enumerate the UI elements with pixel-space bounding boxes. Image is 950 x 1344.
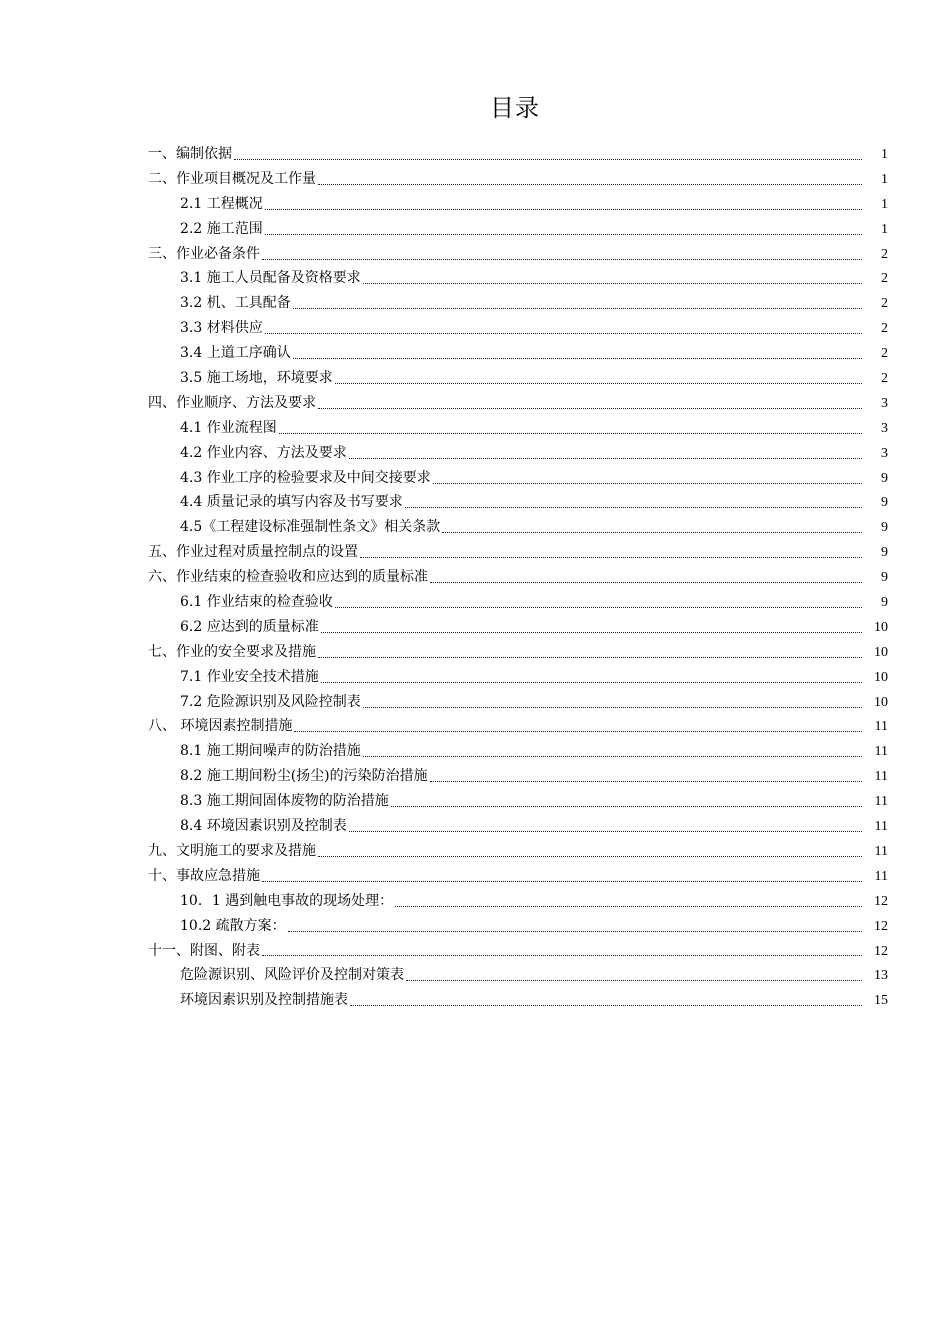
toc-entry-label: 6.1 作业结束的检查验收 [180, 594, 333, 611]
toc-entry[interactable] [148, 490, 888, 515]
toc-entry[interactable] [148, 391, 888, 416]
toc-entry-label: 危险源识别、风险评价及控制对策表 [180, 967, 404, 984]
toc-dot-leader [318, 184, 862, 185]
toc-entry-label: 九、文明施工的要求及措施 [148, 842, 316, 859]
toc-dot-leader [363, 283, 862, 284]
toc-page-number: 11 [874, 769, 888, 785]
toc-page-number: 12 [874, 918, 888, 934]
toc-entry[interactable] [148, 416, 888, 441]
toc-entry-label: 七、作业的安全要求及措施 [148, 643, 316, 660]
toc-dot-leader [265, 333, 862, 334]
toc-entry[interactable] [148, 167, 888, 192]
toc-entry[interactable] [148, 814, 888, 839]
toc-entry[interactable] [148, 988, 888, 1013]
toc-dot-leader [318, 408, 862, 409]
toc-entry-label: 三、作业必备条件 [148, 245, 260, 262]
toc-page-number: 3 [881, 445, 888, 461]
toc-entry-label: 3.4 上道工序确认 [180, 345, 291, 362]
toc-entry[interactable] [148, 714, 888, 739]
toc-entry[interactable] [148, 665, 888, 690]
toc-entry-label: 7.1 作业安全技术措施 [180, 668, 319, 685]
toc-page-number: 1 [881, 221, 888, 237]
toc-dot-leader [360, 557, 862, 558]
toc-dot-leader [294, 731, 862, 732]
toc-entry-label: 10．1 遇到触电事故的现场处理： [180, 892, 394, 909]
toc-dot-leader [335, 383, 862, 384]
toc-page-number: 11 [874, 794, 888, 810]
toc-entry[interactable] [148, 839, 888, 864]
toc-entry[interactable] [148, 266, 888, 291]
toc-page-number: 1 [881, 147, 888, 162]
toc-dot-leader [321, 632, 862, 633]
toc-page-number: 10 [874, 669, 888, 685]
toc-page-number: 11 [874, 843, 888, 859]
toc-entry[interactable] [148, 615, 888, 640]
toc-entry-label: 8.2 施工期间粉尘(扬尘)的污染防治措施 [180, 768, 428, 785]
toc-dot-leader [321, 682, 862, 683]
toc-dot-leader [262, 955, 862, 956]
toc-entry-label: 二、作业项目概况及工作量 [148, 170, 316, 187]
toc-page-number: 9 [881, 520, 888, 536]
toc-entry[interactable] [148, 142, 888, 167]
table-of-contents [148, 142, 888, 1013]
toc-dot-leader [265, 234, 862, 235]
toc-entry[interactable] [148, 565, 888, 590]
toc-page-number: 10 [874, 694, 888, 710]
toc-page-number: 9 [881, 595, 888, 611]
toc-entry-label: 7.2 危险源识别及风险控制表 [180, 693, 361, 710]
toc-page-number: 11 [874, 819, 888, 835]
toc-page-number: 9 [881, 545, 888, 561]
toc-entry-label: 环境因素识别及控制措施表 [180, 992, 348, 1009]
toc-dot-leader [442, 532, 862, 533]
toc-page-number: 10 [874, 644, 888, 660]
toc-dot-leader [350, 1005, 862, 1006]
toc-entry[interactable] [148, 441, 888, 466]
toc-entry-label: 十、事故应急措施 [148, 867, 260, 884]
toc-entry-label: 3.5 施工场地，环境要求 [180, 370, 333, 387]
toc-entry-label: 3.3 材料供应 [180, 320, 263, 337]
toc-page-number: 11 [874, 719, 888, 735]
toc-page-number: 2 [881, 371, 888, 387]
toc-entry[interactable] [148, 690, 888, 715]
toc-page-number: 9 [881, 570, 888, 586]
toc-page-number: 3 [881, 395, 888, 411]
toc-entry[interactable] [148, 739, 888, 764]
toc-entry[interactable] [148, 291, 888, 316]
toc-page-number: 10 [874, 619, 888, 635]
toc-entry-label: 一、编制依据 [148, 146, 232, 162]
toc-page-number: 9 [881, 470, 888, 486]
toc-entry[interactable] [148, 217, 888, 242]
toc-dot-leader [279, 433, 862, 434]
toc-entry[interactable] [148, 192, 888, 217]
toc-entry-label: 4.5《工程建设标准强制性条文》相关条款 [180, 519, 441, 536]
toc-dot-leader [349, 458, 862, 459]
toc-dot-leader [430, 781, 862, 782]
toc-page-number: 2 [881, 271, 888, 287]
toc-entry[interactable] [148, 341, 888, 366]
toc-dot-leader [406, 980, 862, 981]
toc-entry[interactable] [148, 466, 888, 491]
toc-dot-leader [405, 507, 862, 508]
toc-entry-label: 8.4 环境因素识别及控制表 [180, 818, 347, 835]
toc-entry-label: 2.2 施工范围 [180, 220, 263, 237]
toc-entry[interactable] [148, 864, 888, 889]
toc-entry[interactable] [148, 764, 888, 789]
toc-entry[interactable] [148, 939, 888, 964]
toc-entry-label: 10.2 疏散方案： [180, 917, 286, 934]
toc-entry-label: 4.4 质量记录的填写内容及书写要求 [180, 494, 403, 511]
toc-entry[interactable] [148, 316, 888, 341]
toc-dot-leader [433, 483, 862, 484]
toc-entry[interactable] [148, 540, 888, 565]
toc-entry-label: 四、作业顺序、方法及要求 [148, 394, 316, 411]
toc-dot-leader [293, 358, 862, 359]
toc-page-number: 15 [874, 993, 888, 1009]
toc-dot-leader [349, 831, 862, 832]
toc-entry[interactable] [148, 640, 888, 665]
toc-dot-leader [293, 308, 862, 309]
toc-entry-label: 六、作业结束的检查验收和应达到的质量标准 [148, 569, 428, 586]
toc-page-number: 2 [881, 321, 888, 337]
toc-page-number: 13 [874, 968, 888, 984]
toc-page-number: 3 [881, 420, 888, 436]
toc-dot-leader [234, 159, 862, 160]
toc-dot-leader [391, 806, 862, 807]
toc-entry[interactable] [148, 242, 888, 267]
toc-entry[interactable] [148, 789, 888, 814]
toc-dot-leader [430, 582, 862, 583]
toc-page-number: 9 [881, 495, 888, 511]
toc-page-number: 2 [881, 246, 888, 262]
toc-entry-label: 8.1 施工期间噪声的防治措施 [180, 743, 361, 760]
toc-entry-label: 十一、附图、附表 [148, 942, 260, 959]
toc-entry-label: 8.3 施工期间固体废物的防治措施 [180, 793, 389, 810]
toc-page-number: 12 [874, 943, 888, 959]
toc-page-number: 1 [881, 196, 888, 212]
toc-entry[interactable] [148, 914, 888, 939]
toc-dot-leader [262, 259, 862, 260]
toc-entry-label: 五、作业过程对质量控制点的设置 [148, 544, 358, 561]
toc-entry-label: 4.3 作业工序的检验要求及中间交接要求 [180, 469, 431, 486]
toc-dot-leader [363, 707, 862, 708]
toc-dot-leader [363, 756, 862, 757]
toc-page-number: 11 [874, 868, 888, 884]
toc-page-number: 11 [874, 744, 888, 760]
toc-entry-label: 2.1 工程概况 [180, 195, 263, 212]
toc-entry-label: 4.1 作业流程图 [180, 419, 277, 436]
toc-entry[interactable] [148, 366, 888, 391]
toc-entry-label: 3.1 施工人员配备及资格要求 [180, 270, 361, 287]
toc-page-number: 2 [881, 296, 888, 312]
toc-dot-leader [265, 209, 862, 210]
toc-page-number: 1 [881, 171, 888, 187]
toc-entry[interactable] [148, 963, 888, 988]
toc-page-number: 2 [881, 346, 888, 362]
toc-entry[interactable] [148, 515, 888, 540]
toc-entry-label: 6.2 应达到的质量标准 [180, 618, 319, 635]
toc-dot-leader [395, 906, 862, 907]
toc-page-number: 12 [874, 893, 888, 909]
page-title: 目录 [490, 94, 540, 122]
toc-dot-leader [288, 931, 862, 932]
toc-dot-leader [318, 657, 862, 658]
toc-dot-leader [318, 856, 862, 857]
toc-entry-label: 3.2 机、工具配备 [180, 295, 291, 312]
toc-entry[interactable] [148, 889, 888, 914]
toc-dot-leader [262, 881, 862, 882]
toc-entry-label: 八、 环境因素控制措施 [148, 718, 293, 735]
toc-entry[interactable] [148, 590, 888, 615]
toc-dot-leader [335, 607, 862, 608]
toc-entry-label: 4.2 作业内容、方法及要求 [180, 444, 347, 461]
